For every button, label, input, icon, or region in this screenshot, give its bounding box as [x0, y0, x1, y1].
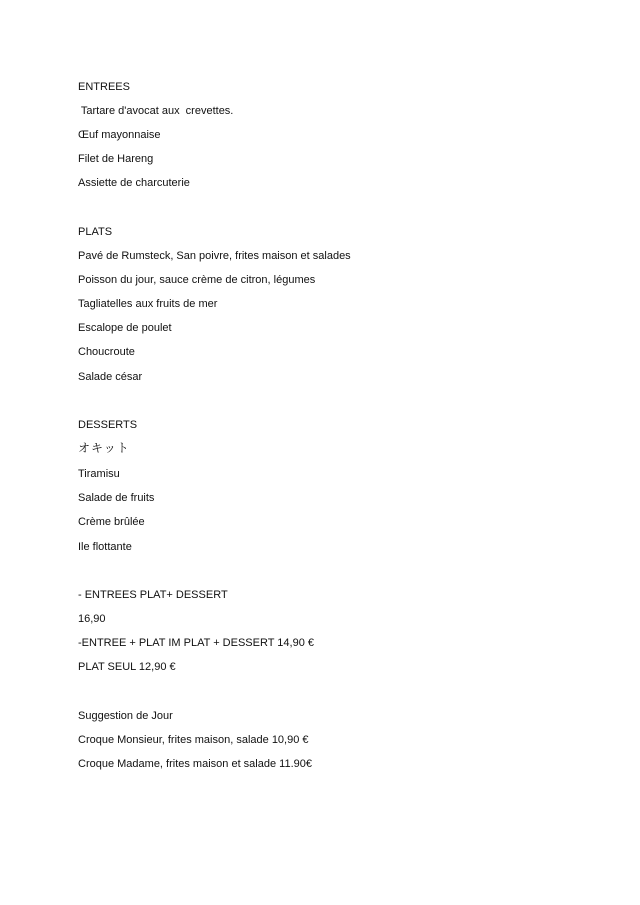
entrees-item-tartare: Tartare d'avocat aux crevettes. [78, 105, 234, 117]
formule-entrees-plat-dessert: - ENTREES PLAT+ DESSERT [78, 589, 228, 601]
suggestion-item-croque-monsieur: Croque Monsieur, frites maison, salade 10,90 € [78, 734, 309, 746]
entrees-item-charcuterie: Assiette de charcuterie [78, 177, 190, 189]
desserts-item-tiramisu: Tiramisu [78, 468, 120, 480]
entrees-item-hareng: Filet de Hareng [78, 153, 154, 165]
plats-item-poisson: Poisson du jour, sauce crème de citron, légumes [78, 274, 316, 286]
formule-entree-plat-dessert: -ENTREE + PLAT IM PLAT + DESSERT 14,90 € [78, 637, 314, 649]
desserts-item-ile-flottante: Ile flottante [78, 541, 132, 553]
plats-item-escalope: Escalope de poulet [78, 322, 172, 334]
suggestion-heading: Suggestion de Jour [78, 710, 173, 722]
plats-item-salade-cesar: Salade césar [78, 371, 143, 383]
desserts-item-japanese: オキット [78, 441, 130, 455]
plats-item-choucroute: Choucroute [78, 346, 135, 358]
plats-heading: PLATS [78, 226, 113, 238]
desserts-item-creme-brulee: Crème brûlée [78, 516, 145, 528]
desserts-heading: DESSERTS [78, 419, 138, 431]
formule-plat-seul: PLAT SEUL 12,90 € [78, 661, 176, 673]
desserts-item-salade-fruits: Salade de fruits [78, 492, 155, 504]
suggestion-item-croque-madame: Croque Madame, frites maison et salade 11.90€ [78, 758, 312, 770]
formule-price: 16,90 [78, 613, 106, 625]
entrees-heading: ENTREES [78, 81, 130, 93]
plats-item-rumsteck: Pavé de Rumsteck, San poivre, frites maison et salades [78, 250, 351, 262]
plats-item-tagliatelles: Tagliatelles aux fruits de mer [78, 298, 218, 310]
entrees-item-oeuf: Œuf mayonnaise [78, 129, 161, 141]
